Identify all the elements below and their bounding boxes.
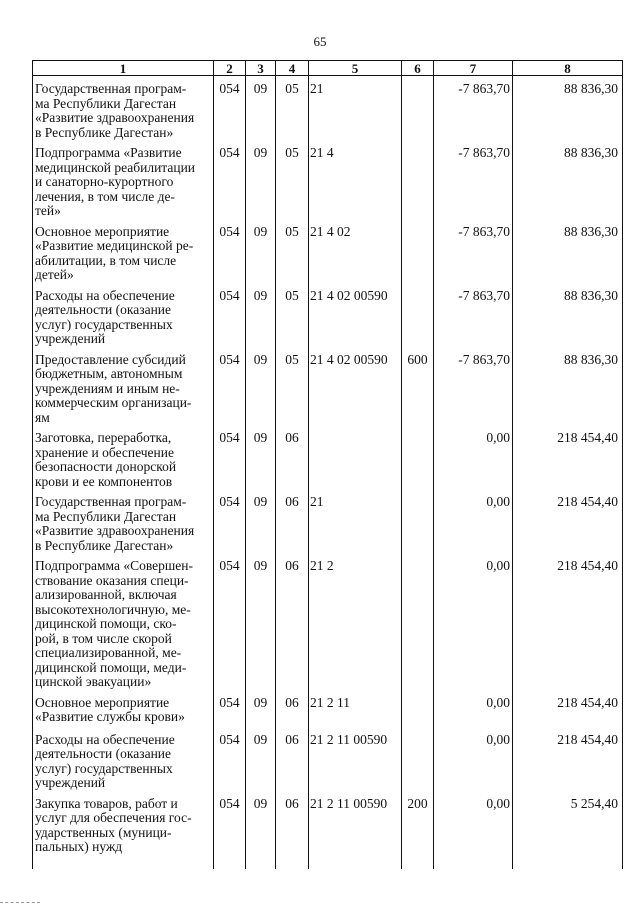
row-name-line: бюджетным, автономным <box>35 366 183 381</box>
row-name-line: ма Республики Дагестан <box>35 95 177 111</box>
row-name <box>33 553 214 690</box>
row-name-line: Государственная програм- <box>35 494 187 509</box>
row-name-line: рой, в том числе скорой <box>35 630 172 646</box>
column-header-5: 5 <box>309 61 402 76</box>
cell-subsection-code: 06 <box>276 553 309 690</box>
column-header-7: 7 <box>434 61 513 76</box>
cell-ministry-code: 054 <box>214 219 246 283</box>
cell-target-article: 21 2 <box>309 553 402 690</box>
cell-section-code: 09 <box>246 690 276 727</box>
table-row <box>33 690 623 727</box>
cell-target-article: 21 4 <box>309 140 402 219</box>
table-row <box>33 140 623 219</box>
row-name-line: ализированной, включая <box>35 587 177 602</box>
table-row <box>33 791 623 869</box>
cell-expense-type <box>402 425 434 489</box>
row-name-line: и санаторно-курортного <box>35 174 174 189</box>
table-row <box>33 347 623 426</box>
table-body <box>33 76 623 869</box>
cell-section-code: 09 <box>246 553 276 690</box>
cell-expense-type <box>402 140 434 219</box>
cell-total-amount: 88 836,30 <box>513 76 623 141</box>
cell-change-amount: -7 863,70 <box>434 283 513 347</box>
row-name-line: цинской эвакуации» <box>35 674 152 689</box>
cell-section-code: 09 <box>246 425 276 489</box>
cell-target-article: 21 <box>309 76 402 141</box>
row-name-line: крови и ее компонентов <box>35 473 173 489</box>
cell-subsection-code: 06 <box>276 690 309 727</box>
cell-ministry-code: 054 <box>214 489 246 553</box>
cell-target-article: 21 2 11 <box>309 690 402 727</box>
row-name-line: Заготовка, переработка, <box>35 430 172 445</box>
row-name-line: ма Республики Дагестан <box>35 508 177 524</box>
row-name-line: «Развитие службы крови» <box>35 709 185 724</box>
cell-total-amount: 5 254,40 <box>513 791 623 869</box>
row-name-line: ям <box>35 409 50 425</box>
row-name <box>33 140 214 219</box>
cell-subsection-code: 05 <box>276 219 309 283</box>
page-number: 65 <box>313 34 327 49</box>
cell-ministry-code: 054 <box>214 283 246 347</box>
table-row <box>33 283 623 347</box>
cell-subsection-code: 06 <box>276 727 309 791</box>
row-name-line: безопасности донорской <box>35 459 177 474</box>
row-name-line: детей» <box>35 267 74 282</box>
table-row <box>33 219 623 283</box>
cell-section-code: 09 <box>246 219 276 283</box>
cell-subsection-code: 05 <box>276 140 309 219</box>
row-name-line: ударственных (муници- <box>35 824 172 840</box>
row-name-line: абилитации, в том числе <box>35 252 177 268</box>
row-name-line: Государственная програм- <box>35 81 187 96</box>
cell-expense-type <box>402 727 434 791</box>
cell-subsection-code: 05 <box>276 283 309 347</box>
row-name-line: деятельности (оказание <box>35 746 172 761</box>
row-name-line: Подпрограмма «Совершен- <box>35 558 193 573</box>
column-header-6: 6 <box>402 61 434 76</box>
row-name-line: дицинской помощи, ско- <box>35 616 177 631</box>
cell-total-amount: 218 454,40 <box>513 425 623 489</box>
scan-edge-mark <box>0 902 40 903</box>
cell-total-amount: 88 836,30 <box>513 347 623 426</box>
row-name-line: ствование оказания специ- <box>35 572 189 588</box>
cell-change-amount: 0,00 <box>434 489 513 553</box>
row-name <box>33 76 214 141</box>
cell-section-code: 09 <box>246 283 276 347</box>
cell-target-article: 21 <box>309 489 402 553</box>
row-name-line: коммерческим организаци- <box>35 395 192 410</box>
row-name-line: Основное мероприятие <box>35 223 170 239</box>
row-name-line: «Развитие медицинской ре- <box>35 238 194 253</box>
cell-expense-type <box>402 489 434 553</box>
row-name-line: в Республике Дагестан» <box>35 537 174 553</box>
row-name-line: Подпрограмма «Развитие <box>35 145 182 160</box>
cell-total-amount: 218 454,40 <box>513 690 623 727</box>
cell-section-code: 09 <box>246 76 276 141</box>
cell-section-code: 09 <box>246 140 276 219</box>
cell-total-amount: 218 454,40 <box>513 727 623 791</box>
row-name <box>33 690 214 727</box>
cell-change-amount: -7 863,70 <box>434 140 513 219</box>
row-name <box>33 489 214 553</box>
cell-expense-type: 200 <box>402 791 434 869</box>
cell-subsection-code: 06 <box>276 425 309 489</box>
row-name-line: пальных) нужд <box>35 839 123 854</box>
row-name-line: лечения, в том числе де- <box>35 188 175 204</box>
row-name <box>33 219 214 283</box>
row-name-line: медицинской реабилитации <box>35 159 196 175</box>
cell-ministry-code: 054 <box>214 140 246 219</box>
cell-section-code: 09 <box>246 791 276 869</box>
cell-change-amount: 0,00 <box>434 791 513 869</box>
table-row <box>33 489 623 553</box>
row-name-line: Основное мероприятие <box>35 694 170 710</box>
row-name-line: услуг для обеспечения гос- <box>35 810 192 825</box>
cell-ministry-code: 054 <box>214 76 246 141</box>
cell-total-amount: 218 454,40 <box>513 489 623 553</box>
row-name-line: «Развитие здравоохранения <box>35 523 195 538</box>
cell-change-amount: -7 863,70 <box>434 347 513 426</box>
table-row <box>33 727 623 791</box>
row-name-line: учреждений <box>35 331 106 346</box>
budget-table <box>32 60 623 869</box>
row-name-line: Предоставление субсидий <box>35 351 186 367</box>
table-row <box>33 76 623 141</box>
cell-change-amount: 0,00 <box>434 553 513 690</box>
row-name-line: в Республике Дагестан» <box>35 124 174 140</box>
row-name <box>33 727 214 791</box>
cell-expense-type <box>402 690 434 727</box>
cell-total-amount: 88 836,30 <box>513 219 623 283</box>
cell-expense-type <box>402 553 434 690</box>
row-name-line: тей» <box>35 203 61 218</box>
cell-change-amount: -7 863,70 <box>434 219 513 283</box>
row-name-line: Закупка товаров, работ и <box>35 795 178 811</box>
cell-ministry-code: 054 <box>214 690 246 727</box>
cell-expense-type: 600 <box>402 347 434 426</box>
cell-total-amount: 218 454,40 <box>513 553 623 690</box>
row-name-line: учреждений <box>35 775 106 790</box>
cell-change-amount: 0,00 <box>434 727 513 791</box>
row-name <box>33 425 214 489</box>
cell-ministry-code: 054 <box>214 553 246 690</box>
row-name-line: услуг) государственных <box>35 316 173 332</box>
column-header-2: 2 <box>214 61 246 76</box>
row-name-line: «Развитие здравоохранения <box>35 110 195 125</box>
row-name-line: высокотехнологичную, ме- <box>35 601 191 617</box>
column-header-1: 1 <box>33 61 214 76</box>
row-name-line: услуг) государственных <box>35 760 173 776</box>
row-name <box>33 347 214 426</box>
cell-target-article: 21 2 11 00590 <box>309 791 402 869</box>
cell-subsection-code: 06 <box>276 489 309 553</box>
cell-subsection-code: 05 <box>276 347 309 426</box>
row-name-line: Расходы на обеспечение <box>35 287 175 303</box>
table-header-row <box>33 61 623 76</box>
cell-section-code: 09 <box>246 489 276 553</box>
cell-expense-type <box>402 283 434 347</box>
column-header-3: 3 <box>246 61 276 76</box>
cell-change-amount: 0,00 <box>434 690 513 727</box>
cell-target-article: 21 4 02 00590 <box>309 347 402 426</box>
table-row <box>33 425 623 489</box>
cell-expense-type <box>402 219 434 283</box>
cell-ministry-code: 054 <box>214 727 246 791</box>
row-name-line: специализированной, ме- <box>35 645 182 660</box>
row-name-line: дицинской помощи, меди- <box>35 659 187 675</box>
cell-subsection-code: 05 <box>276 76 309 141</box>
cell-ministry-code: 054 <box>214 425 246 489</box>
column-header-4: 4 <box>276 61 309 76</box>
cell-target-article: 21 4 02 <box>309 219 402 283</box>
table-row <box>33 553 623 690</box>
row-name-line: учреждениям и иным не- <box>35 380 180 396</box>
cell-target-article <box>309 425 402 489</box>
cell-change-amount: -7 863,70 <box>434 76 513 141</box>
cell-total-amount: 88 836,30 <box>513 283 623 347</box>
cell-ministry-code: 054 <box>214 347 246 426</box>
cell-target-article: 21 2 11 00590 <box>309 727 402 791</box>
cell-change-amount: 0,00 <box>434 425 513 489</box>
row-name <box>33 791 214 869</box>
row-name-line: деятельности (оказание <box>35 302 172 317</box>
cell-expense-type <box>402 76 434 141</box>
row-name-line: Расходы на обеспечение <box>35 731 175 747</box>
cell-ministry-code: 054 <box>214 791 246 869</box>
cell-target-article: 21 4 02 00590 <box>309 283 402 347</box>
column-header-8: 8 <box>513 61 623 76</box>
cell-subsection-code: 06 <box>276 791 309 869</box>
cell-total-amount: 88 836,30 <box>513 140 623 219</box>
row-name-line: хранение и обеспечение <box>35 444 174 460</box>
row-name <box>33 283 214 347</box>
cell-section-code: 09 <box>246 727 276 791</box>
cell-section-code: 09 <box>246 347 276 426</box>
